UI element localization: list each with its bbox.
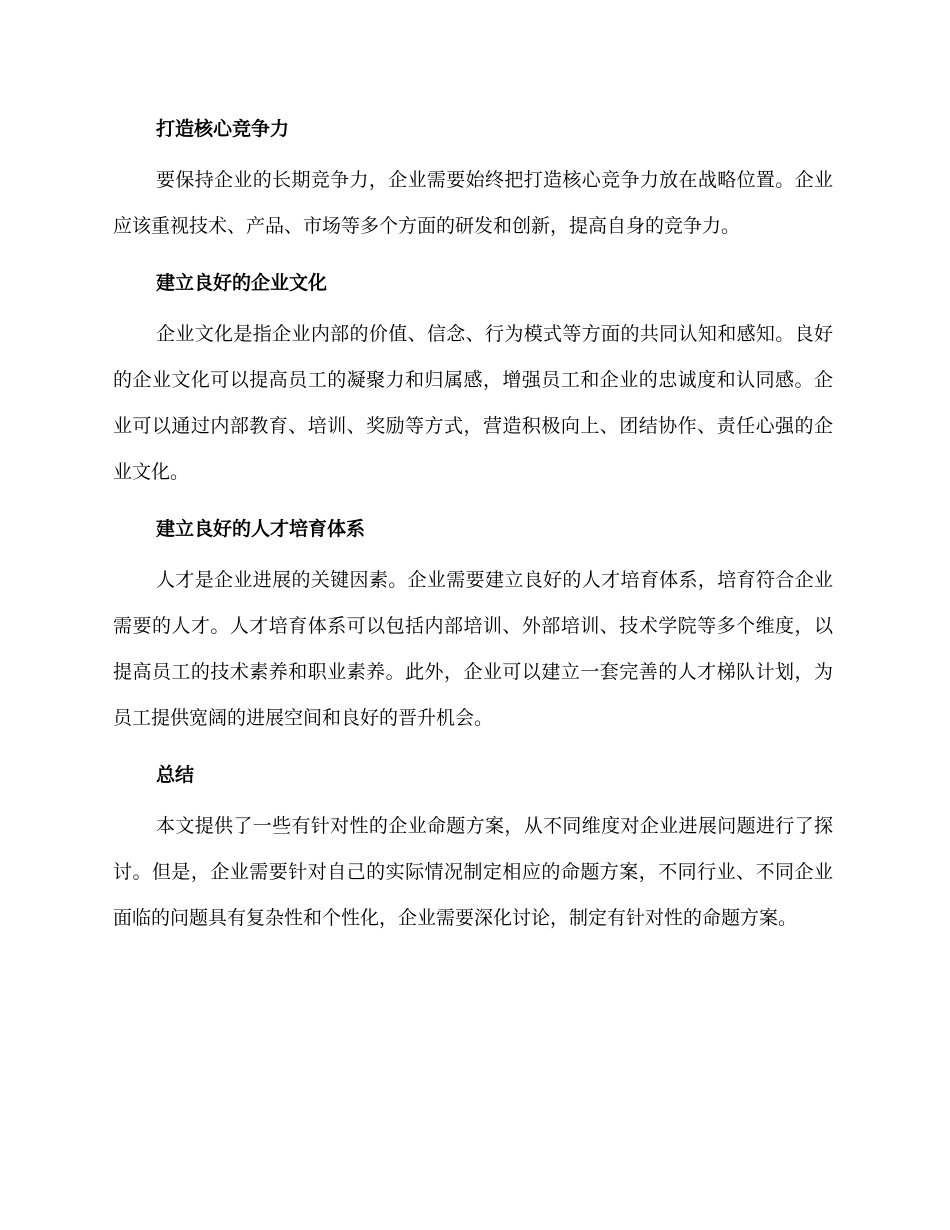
section-paragraph: 本文提供了一些有针对性的企业命题方案，从不同维度对企业进展问题进行了探讨。但是，企业需要针对自己的实际情况制定相应的命题方案，不同行业、不同企业面临的问题具有复杂性和个性化，企业需要深化讨论，制定有针对性的命题方案。 [113, 815, 833, 929]
section-paragraph: 企业文化是指企业内部的价值、信念、行为模式等方面的共同认知和感知。良好的企业文化可以提高员工的凝聚力和归属感，增强员工和企业的忠诚度和认同感。企业可以通过内部教育、培训、奖励等方式，营造积极向上、团结协作、责任心强的企业文化。 [113, 323, 833, 483]
section-talent-development [113, 511, 833, 741]
section-corporate-culture [113, 265, 833, 495]
section-paragraph: 要保持企业的长期竞争力，企业需要始终把打造核心竞争力放在战略位置。企业应该重视技术、产品、市场等多个方面的研发和创新，提高自身的竞争力。 [113, 169, 833, 237]
section-heading: 打造核心竞争力 [156, 118, 290, 140]
section-heading: 建立良好的人才培育体系 [156, 518, 366, 540]
section-heading: 总结 [156, 764, 195, 786]
document-body [113, 111, 833, 941]
section-paragraph: 人才是企业进展的关键因素。企业需要建立良好的人才培育体系，培育符合企业需要的人才。人才培育体系可以包括内部培训、外部培训、技术学院等多个维度，以提高员工的技术素养和职业素养。此外，企业可以建立一套完善的人才梯队计划，为员工提供宽阔的进展空间和良好的晋升机会。 [113, 569, 833, 729]
section-heading: 建立良好的企业文化 [156, 272, 328, 294]
section-summary [113, 757, 833, 941]
section-core-competitiveness [113, 111, 833, 249]
